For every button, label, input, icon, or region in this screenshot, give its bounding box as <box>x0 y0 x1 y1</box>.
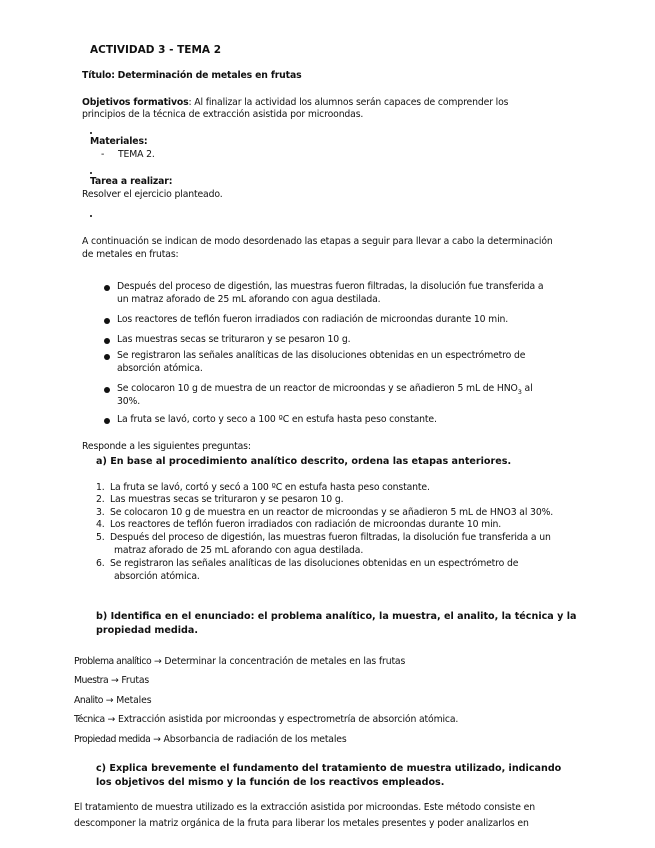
ordered-item <box>110 532 580 557</box>
step-item <box>117 414 587 427</box>
paragraph-mark <box>90 132 92 134</box>
title-label: Título: <box>82 70 115 81</box>
step-item <box>117 334 587 347</box>
answer-row <box>74 695 151 708</box>
step-text: Se registraron las señales analíticas de las disoluciones obtenidas en un espectrómetro de <box>117 350 526 361</box>
materials-item: TEMA 2. <box>118 149 155 160</box>
step-text-cont: 30%. <box>117 395 141 407</box>
question-b-line-2: propiedad medida. <box>96 625 199 636</box>
task-label: Tarea a realizar: <box>90 176 173 187</box>
step-item <box>117 350 587 375</box>
questions-intro: Responde a les siguientes preguntas: <box>82 441 251 452</box>
ordered-text: Se registraron las señales analíticas de las disoluciones obtenidas en un espectrómetro de <box>110 558 519 569</box>
ordered-text: Después del proceso de digestión, las muestras fueron filtradas, la disolución fue transferida a un <box>110 532 551 543</box>
answer-text: → Absorbancia de radiación de los metales <box>150 734 347 745</box>
list-number: 1. <box>96 482 105 493</box>
title-line <box>82 70 301 83</box>
bullet-icon <box>104 338 110 344</box>
answer-label: Analito <box>74 695 103 706</box>
subscript: 3 <box>517 387 522 396</box>
answer-label: Muestra <box>74 675 109 686</box>
title-value: Determinación de metales en frutas <box>117 70 302 81</box>
list-number: 3. <box>96 507 105 518</box>
paragraph-mark <box>90 215 92 217</box>
step-item <box>117 281 587 306</box>
answer-row <box>74 714 458 727</box>
answer-text: → Extracción asistida por microondas y espectrometría de absorción atómica. <box>104 714 459 725</box>
materials-label: Materiales: <box>90 136 148 147</box>
answer-text: → Frutas <box>108 675 150 686</box>
objectives-line-2: principios de la técnica de extracción asistida por microondas. <box>82 109 364 120</box>
ordered-item: La fruta se lavó, cortó y secó a 100 ºC en estufa hasta peso constante. <box>110 482 430 493</box>
answer-c-line-2: descomponer la matriz orgánica de la fruta para liberar los metales presentes y poder analizarlos en <box>74 818 529 829</box>
bullet-icon <box>104 354 110 360</box>
list-number: 2. <box>96 494 105 505</box>
objectives-text-1: : Al finalizar la actividad los alumnos serán capaces de comprender los <box>188 97 509 108</box>
ordered-item: Los reactores de teflón fueron irradiados con radiación de microondas durante 10 min. <box>110 519 502 530</box>
answer-c-line-1: El tratamiento de muestra utilizado es la extracción asistida por microondas. Este método consiste en <box>74 802 535 813</box>
intro-line-1: A continuación se indican de modo desordenado las etapas a seguir para llevar a cabo la determinación <box>82 236 553 247</box>
bullet-icon <box>104 387 110 393</box>
answer-text: → Determinar la concentración de metales en las frutas <box>151 656 406 667</box>
answer-label: Problema analítico <box>74 656 152 667</box>
ordered-item: Las muestras secas se trituraron y se pesaron 10 g. <box>110 494 344 505</box>
bullet-icon <box>104 418 110 424</box>
answer-label: Técnica <box>74 714 105 725</box>
step-item <box>117 314 587 327</box>
ordered-item <box>110 558 580 583</box>
step-text: La fruta se lavó, corto y seco a 100 ºC en estufa hasta peso constante. <box>117 414 437 425</box>
question-c-line-1: c) Explica brevemente el fundamento del tratamiento de muestra utilizado, indicando <box>96 763 562 774</box>
answer-label: Propiedad medida <box>74 734 151 745</box>
task-text: Resolver el ejercicio planteado. <box>82 189 223 200</box>
materials-dash: - <box>101 149 105 160</box>
activity-heading: ACTIVIDAD 3 - TEMA 2 <box>90 44 221 56</box>
objectives-label: Objetivos formativos <box>82 97 189 108</box>
step-text: Se colocaron 10 g de muestra de un reactor de microondas y se añadieron 5 mL de HNO <box>117 383 518 394</box>
ordered-text-cont: absorción atómica. <box>114 570 200 582</box>
list-number: 6. <box>96 558 105 569</box>
list-number: 5. <box>96 532 105 543</box>
answer-text: → Metales <box>102 695 152 706</box>
question-b-line-1: b) Identifica en el enunciado: el problema analítico, la muestra, el analito, la técnica y la <box>96 611 577 622</box>
ordered-text-cont: matraz aforado de 25 mL aforando con agua destilada. <box>114 544 364 556</box>
step-text: Las muestras secas se trituraron y se pesaron 10 g. <box>117 334 351 345</box>
answer-row <box>74 656 405 669</box>
step-text: Después del proceso de digestión, las muestras fueron filtradas, la disolución fue transferida a <box>117 281 544 292</box>
intro-line-2: de metales en frutas: <box>82 249 179 260</box>
ordered-item: Se colocaron 10 g de muestra en un reactor de microondas y se añadieron 5 mL de HNO3 al 30%. <box>110 507 554 518</box>
answer-row <box>74 675 149 688</box>
step-text-cont: absorción atómica. <box>117 362 203 374</box>
bullet-icon <box>104 285 110 291</box>
paragraph-mark <box>90 172 92 174</box>
step-text-tail: al <box>521 383 533 394</box>
question-a: a) En base al procedimiento analítico descrito, ordena las etapas anteriores. <box>96 456 512 467</box>
step-text-cont: un matraz aforado de 25 mL aforando con agua destilada. <box>117 293 381 305</box>
step-text: Los reactores de teflón fueron irradiados con radiación de microondas durante 10 min. <box>117 314 509 325</box>
answer-row <box>74 734 347 747</box>
step-item <box>117 383 587 408</box>
bullet-icon <box>104 318 110 324</box>
question-c-line-2: los objetivos del mismo y la función de los reactivos empleados. <box>96 777 445 788</box>
list-number: 4. <box>96 519 105 530</box>
objectives-line-1 <box>82 97 508 110</box>
